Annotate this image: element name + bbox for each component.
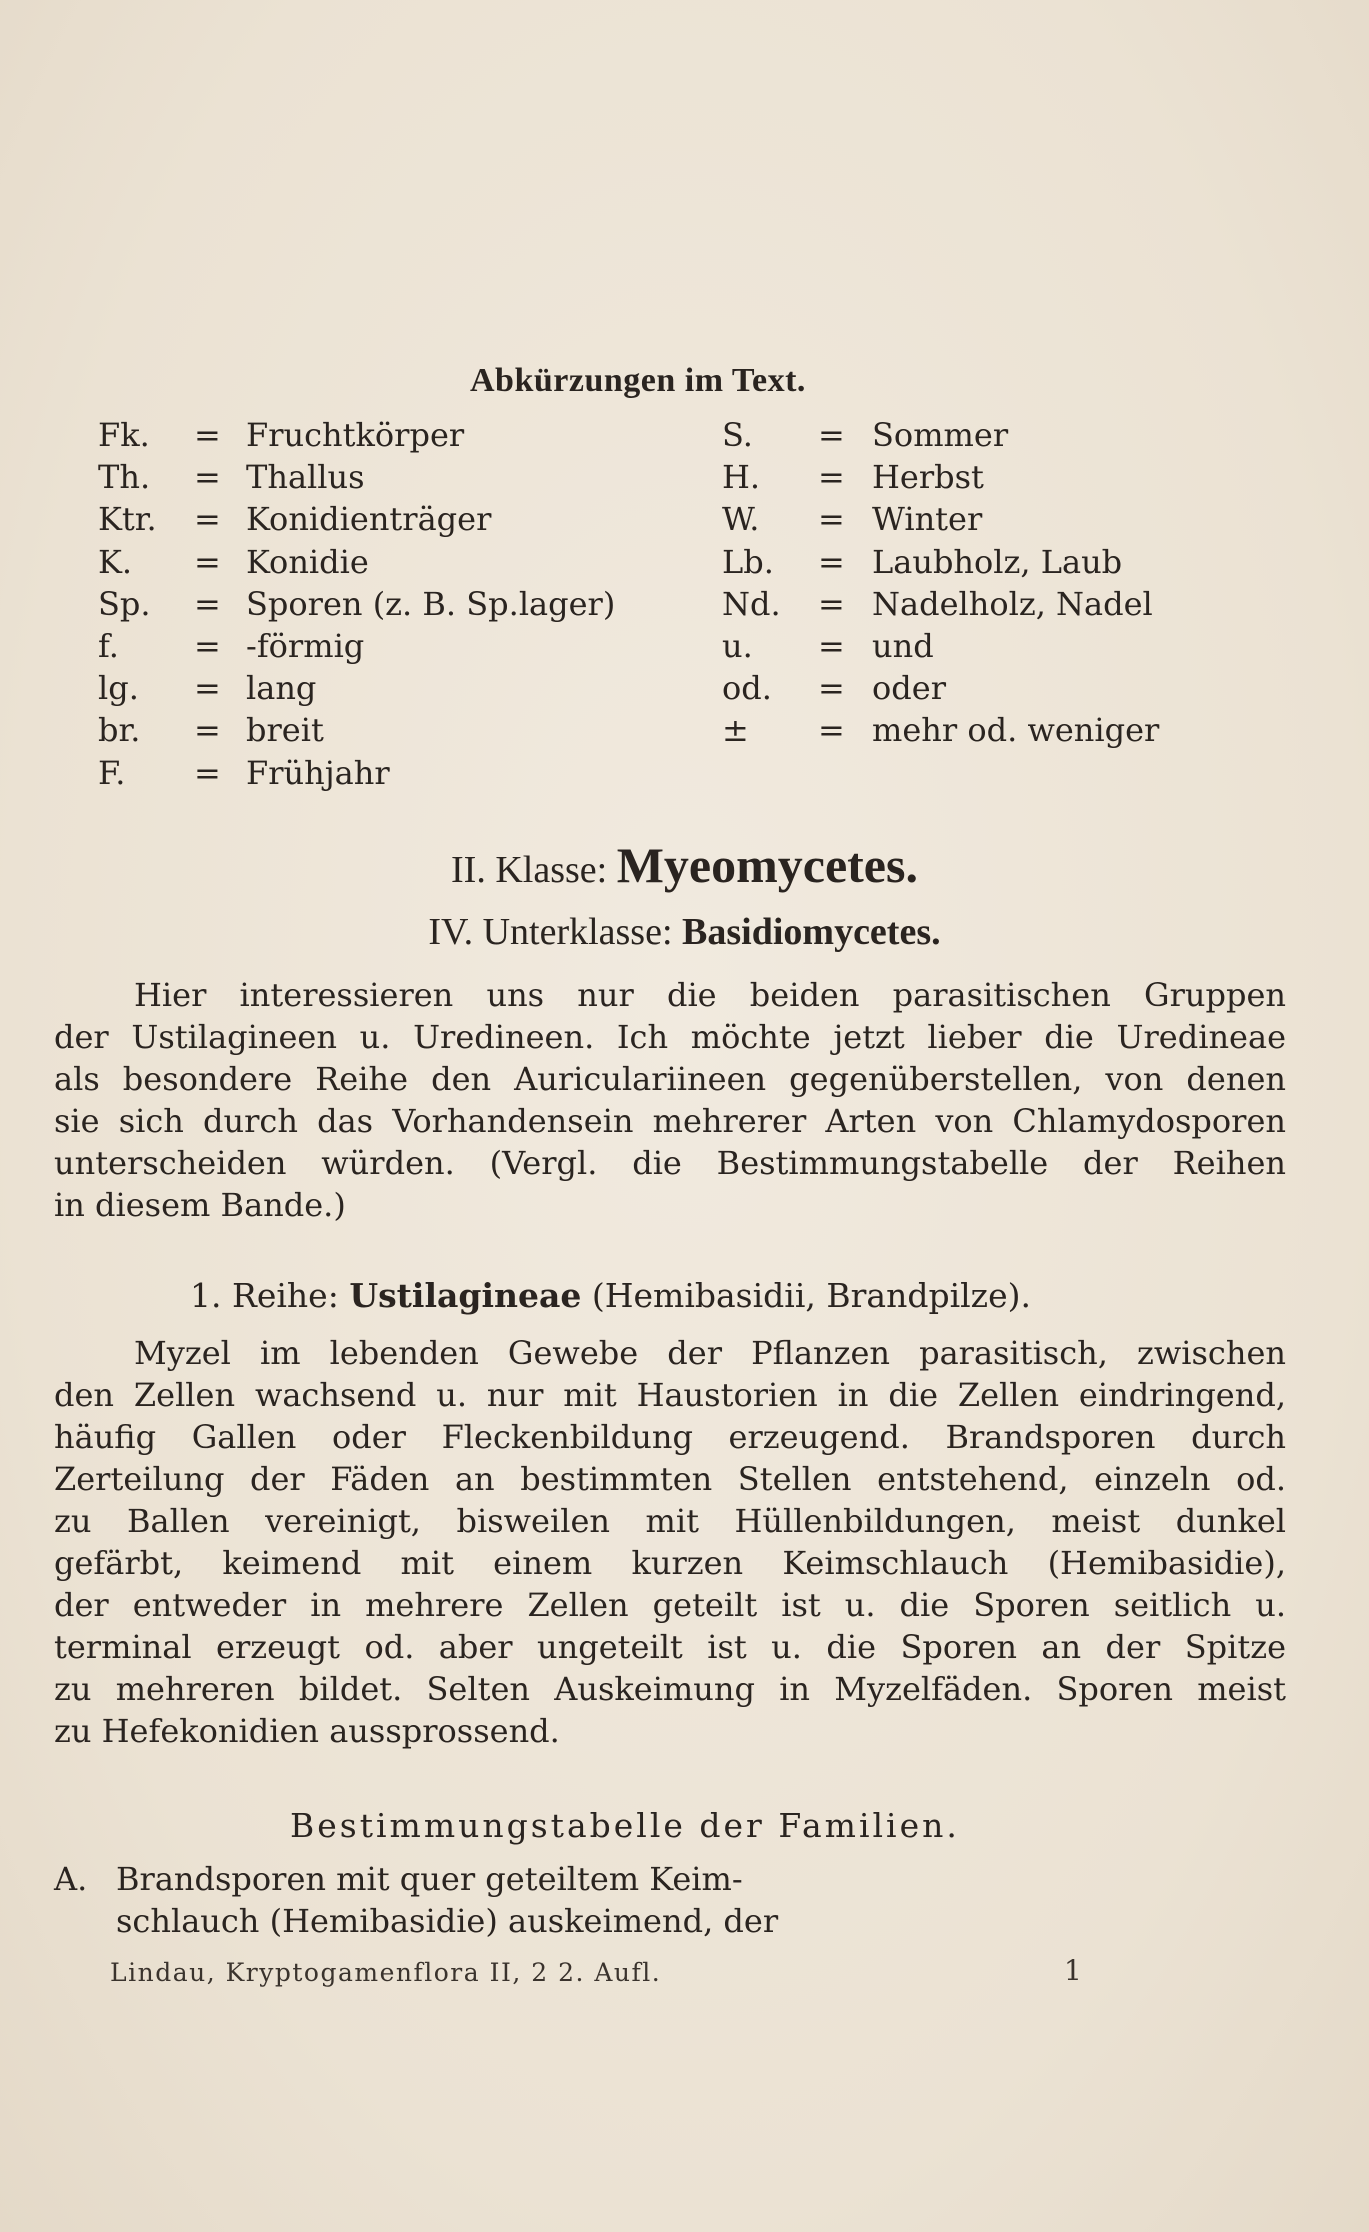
page-number: 1 — [1064, 1954, 1082, 1987]
series-heading-suffix: (Hemibasidii, Brandpilze). — [591, 1276, 1031, 1315]
abbreviation-row — [98, 583, 615, 625]
abbreviation-key: F. — [98, 753, 126, 792]
abbreviation-value: Frühjahr — [246, 753, 390, 792]
abbreviation-value: und — [872, 626, 934, 665]
paragraph-line: als besondere Reihe den Auriculariineen gegenüberstellen, von denen — [54, 1060, 1286, 1098]
abbreviation-value: Konidienträger — [246, 500, 492, 539]
abbreviation-row — [722, 583, 1159, 625]
class-heading-prefix: II. Klasse: — [451, 849, 608, 891]
abbreviation-row — [722, 709, 1159, 751]
abbreviations-left-column — [98, 414, 615, 794]
paragraph-line: unterscheiden würden. (Vergl. die Bestimmungstabelle der Reihen — [54, 1144, 1286, 1182]
equals-sign: = — [818, 711, 845, 750]
equals-sign: = — [194, 500, 221, 539]
intro-paragraph — [54, 974, 1286, 1226]
abbreviation-row — [98, 709, 615, 751]
abbreviation-key: W. — [722, 500, 760, 539]
abbreviation-key: Ktr. — [98, 500, 157, 539]
key-entry-marker: A. — [54, 1860, 88, 1898]
equals-sign: = — [818, 584, 845, 623]
subclass-heading-name: Basidiomycetes. — [682, 911, 941, 953]
abbreviation-row — [722, 414, 1159, 456]
subclass-heading-prefix: IV. Unterklasse: — [428, 911, 673, 953]
abbreviation-value: Sporen (z. B. Sp.lager) — [246, 584, 616, 623]
abbreviation-key: od. — [722, 669, 772, 708]
series-heading — [190, 1276, 1031, 1315]
abbreviation-key: f. — [98, 626, 119, 665]
paragraph-line: terminal erzeugt od. aber ungeteilt ist u. die Sporen an der Spitze — [54, 1628, 1286, 1666]
abbreviation-row — [98, 456, 615, 498]
key-entry-text: schlauch (Hemibasidie) auskeimend, der — [116, 1902, 779, 1940]
equals-sign: = — [194, 753, 221, 792]
equals-sign: = — [194, 458, 221, 497]
abbreviation-value: mehr od. weniger — [872, 711, 1160, 750]
abbreviation-row — [98, 414, 615, 456]
class-heading — [0, 836, 1369, 894]
abbreviation-value: Konidie — [246, 542, 369, 581]
abbreviation-key: K. — [98, 542, 133, 581]
abbreviation-row — [722, 625, 1159, 667]
abbreviation-row — [98, 541, 615, 583]
equals-sign: = — [818, 458, 845, 497]
equals-sign: = — [194, 711, 221, 750]
paragraph-line: zu Ballen vereinigt, bisweilen mit Hüllenbildungen, meist dunkel — [54, 1502, 1286, 1540]
abbreviation-key: H. — [722, 458, 761, 497]
abbreviation-row — [98, 667, 615, 709]
paragraph-line: Zerteilung der Fäden an bestimmten Stellen entstehend, einzeln od. — [54, 1460, 1286, 1498]
paragraph-line: häufig Gallen oder Fleckenbildung erzeugend. Brandsporen durch — [54, 1418, 1286, 1456]
paragraph-line: gefärbt, keimend mit einem kurzen Keimschlauch (Hemibasidie), — [54, 1544, 1286, 1582]
abbreviation-key: br. — [98, 711, 141, 750]
equals-sign: = — [818, 416, 845, 454]
abbreviation-row — [722, 456, 1159, 498]
key-entry-a — [54, 1858, 854, 1942]
paragraph-line: der entweder in mehrere Zellen geteilt ist u. die Sporen seitlich u. — [54, 1586, 1286, 1624]
equals-sign: = — [818, 626, 845, 665]
abbreviation-value: Thallus — [246, 458, 365, 497]
equals-sign: = — [818, 500, 845, 539]
paragraph-line: sie sich durch das Vorhandensein mehrerer Arten von Chlamydosporen — [54, 1102, 1286, 1140]
paragraph-line: den Zellen wachsend u. nur mit Haustorien in die Zellen eindringend, — [54, 1376, 1286, 1414]
subclass-heading — [0, 910, 1369, 954]
abbreviation-key: ± — [722, 711, 749, 750]
paragraph-line: zu Hefekonidien aussprossend. — [54, 1712, 560, 1750]
abbreviation-value: oder — [872, 669, 946, 708]
paragraph-line: Myzel im lebenden Gewebe der Pflanzen parasitisch, zwischen — [134, 1334, 1286, 1372]
class-heading-name: Myeomycetes. — [616, 837, 918, 893]
abbreviation-row — [98, 625, 615, 667]
abbreviation-key: Fk. — [98, 416, 150, 454]
equals-sign: = — [194, 542, 221, 581]
abbreviation-row — [98, 752, 615, 794]
abbreviation-value: Laubholz, Laub — [872, 542, 1123, 581]
equals-sign: = — [194, 584, 221, 623]
key-entry-text: Brandsporen mit quer geteiltem Keim- — [116, 1860, 743, 1898]
abbreviation-row — [722, 498, 1159, 540]
series-heading-prefix: 1. Reihe: — [190, 1276, 339, 1315]
abbreviation-value: lang — [246, 669, 317, 708]
abbreviation-row — [722, 667, 1159, 709]
equals-sign: = — [194, 626, 221, 665]
abbreviation-key: Nd. — [722, 584, 781, 623]
key-entry-first-line — [54, 1858, 854, 1900]
abbreviation-key: lg. — [98, 669, 139, 708]
abbreviations-right-column — [722, 414, 1159, 752]
series-heading-name: Ustilagineae — [349, 1276, 582, 1315]
footer-signature: Lindau, Kryptogamenflora II, 2 2. Aufl. — [110, 1958, 662, 1987]
abbreviation-row — [98, 498, 615, 540]
abbreviation-value: Nadelholz, Nadel — [872, 584, 1153, 623]
paragraph-line: zu mehreren bildet. Selten Auskeimung in Myzelfäden. Sporen meist — [54, 1670, 1286, 1708]
abbreviations-heading: Abkürzungen im Text. — [470, 362, 806, 399]
paragraph-line: Hier interessieren uns nur die beiden parasitischen Gruppen — [134, 976, 1286, 1014]
abbreviation-value: Sommer — [872, 416, 1009, 454]
equals-sign: = — [194, 416, 221, 454]
description-paragraph — [54, 1332, 1286, 1752]
abbreviation-value: Winter — [872, 500, 983, 539]
key-table-heading: Bestimmungstabelle der Familien. — [290, 1806, 960, 1845]
abbreviation-value: breit — [246, 711, 324, 750]
paragraph-line: in diesem Bande.) — [54, 1186, 346, 1224]
abbreviation-row — [722, 541, 1159, 583]
abbreviation-value: -förmig — [246, 626, 365, 665]
abbreviation-key: S. — [722, 416, 753, 454]
paragraph-line: der Ustilagineen u. Uredineen. Ich möchte jetzt lieber die Uredineae — [54, 1018, 1286, 1056]
abbreviation-value: Herbst — [872, 458, 984, 497]
equals-sign: = — [194, 669, 221, 708]
abbreviation-value: Fruchtkörper — [246, 416, 465, 454]
abbreviation-key: Lb. — [722, 542, 774, 581]
abbreviation-key: Th. — [98, 458, 151, 497]
abbreviation-key: Sp. — [98, 584, 151, 623]
abbreviation-key: u. — [722, 626, 753, 665]
equals-sign: = — [818, 669, 845, 708]
equals-sign: = — [818, 542, 845, 581]
